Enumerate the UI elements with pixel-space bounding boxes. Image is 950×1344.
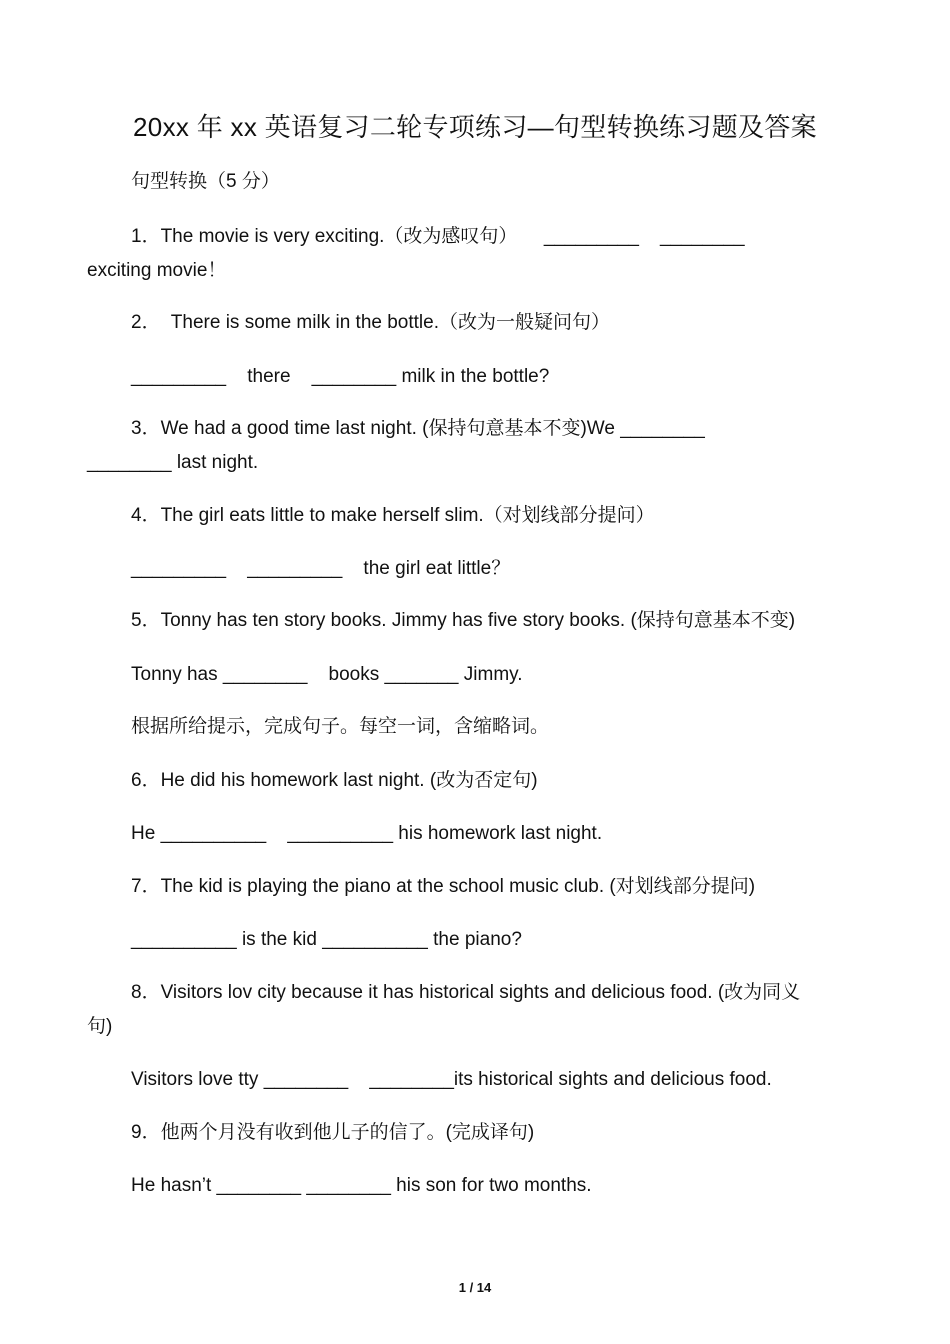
question-6-line-2: He __________ __________ his homework last night.	[131, 823, 603, 844]
question-2-line-1: 2． There is some milk in the bottle.（改为一般疑问句）	[131, 312, 610, 333]
question-8-line-2: 句)	[87, 1016, 113, 1037]
question-7-line-1: 7．The kid is playing the piano at the school music club. (对划线部分提问)	[131, 876, 756, 897]
question-4-line-1: 4．The girl eats little to make herself slim.（对划线部分提问）	[131, 505, 655, 526]
question-5-line-2: Tonny has ________ books _______ Jimmy.	[131, 664, 523, 685]
question-7-line-2: __________ is the kid __________ the piano?	[131, 929, 522, 950]
document-title: 20xx 年 xx 英语复习二轮专项练习—句型转换练习题及答案	[133, 112, 817, 142]
question-1-line-2: exciting movie！	[87, 260, 227, 281]
page-number: 1 / 14	[458, 1280, 492, 1295]
question-9-line-2: He hasn’t ________ ________ his son for two months.	[131, 1175, 592, 1196]
question-8-line-3: Visitors love tty ________ ________its historical sights and delicious food.	[131, 1069, 772, 1090]
question-1-line-1: 1．The movie is very exciting.（改为感叹句） _________ ________	[131, 226, 745, 247]
question-3-line-1: 3．We had a good time last night. (保持句意基本不变)We ________	[131, 418, 705, 439]
question-8-line-1: 8．Visitors lov city because it has historical sights and delicious food. (改为同义	[131, 982, 801, 1003]
question-5-line-1: 5．Tonny has ten story books. Jimmy has five story books. (保持句意基本不变)	[131, 610, 796, 631]
question-6-line-1: 6．He did his homework last night. (改为否定句)	[131, 770, 538, 791]
question-4-line-2: _________ _________ the girl eat little？	[131, 558, 511, 579]
section-heading: 句型转换（5 分）	[131, 171, 280, 192]
question-2-line-2: _________ there ________ milk in the bottle?	[131, 366, 550, 387]
question-3-line-2: ________ last night.	[87, 452, 259, 473]
question-9-line-1: 9．他两个月没有收到他儿子的信了。(完成译句)	[131, 1122, 535, 1143]
instruction-text: 根据所给提示，完成句子。每空一词，含缩略词。	[131, 716, 550, 737]
